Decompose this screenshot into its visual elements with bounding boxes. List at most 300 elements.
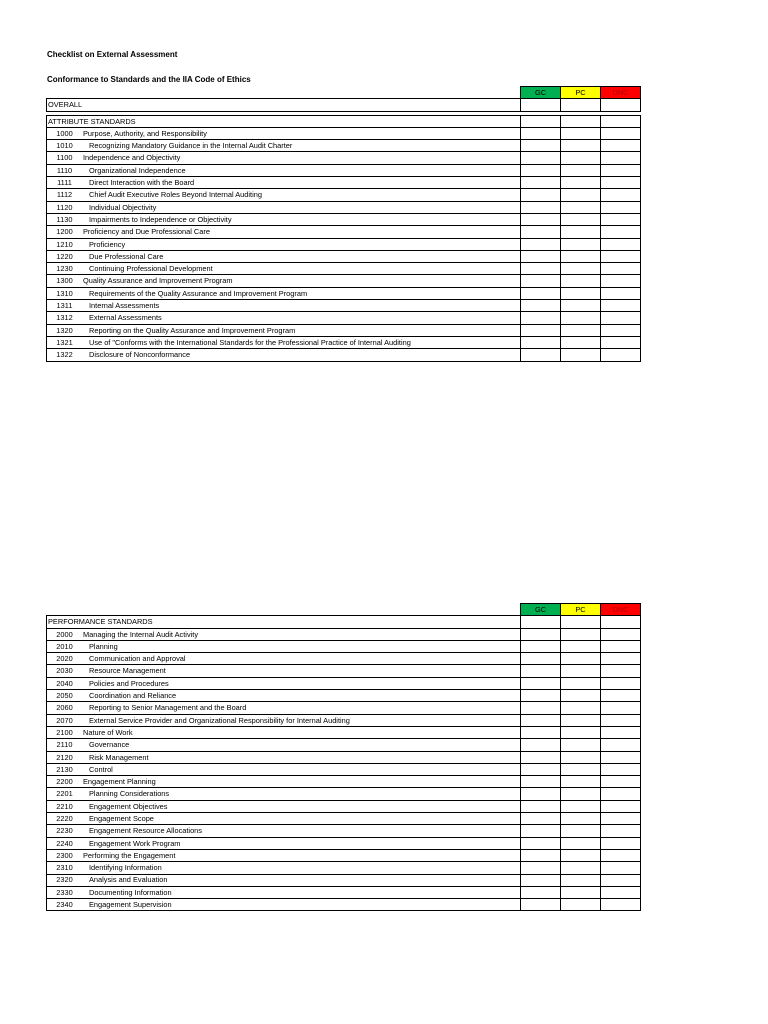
pc-cell[interactable] xyxy=(561,238,601,250)
standard-label xyxy=(82,899,521,911)
pc-cell[interactable] xyxy=(561,250,601,262)
standard-row xyxy=(47,177,641,189)
standard-row xyxy=(47,837,641,849)
pc-cell[interactable] xyxy=(561,776,601,788)
gc-cell[interactable] xyxy=(521,152,561,164)
dnc-cell[interactable] xyxy=(601,312,641,324)
standard-code: 1200 xyxy=(47,226,83,238)
standard-label xyxy=(82,189,521,201)
standard-label xyxy=(82,690,521,702)
standard-row xyxy=(47,336,641,348)
standard-code: 2120 xyxy=(47,751,83,763)
standard-code: 2110 xyxy=(47,739,83,751)
standard-code: 1100 xyxy=(47,152,83,164)
standard-code: 2060 xyxy=(47,702,83,714)
dnc-cell[interactable] xyxy=(601,763,641,775)
standard-code: 2040 xyxy=(47,677,83,689)
standard-label xyxy=(82,653,521,665)
standard-code: 1130 xyxy=(47,213,83,225)
standard-label xyxy=(82,287,521,299)
standard-row xyxy=(47,250,641,262)
standard-label xyxy=(82,628,521,640)
dnc-cell[interactable] xyxy=(601,653,641,665)
gc-cell[interactable] xyxy=(521,640,561,652)
standard-label-text: Internal Assessments xyxy=(89,300,160,310)
section-heading-row xyxy=(47,115,641,127)
dnc-cell[interactable] xyxy=(601,837,641,849)
gc-cell[interactable] xyxy=(521,164,561,176)
standard-label xyxy=(82,751,521,763)
standard-code: 2300 xyxy=(47,849,83,861)
standard-label xyxy=(82,886,521,898)
dnc-cell[interactable] xyxy=(601,201,641,213)
standard-code: 2030 xyxy=(47,665,83,677)
standard-row xyxy=(47,726,641,738)
pc-cell[interactable] xyxy=(561,616,601,628)
pc-cell[interactable] xyxy=(561,115,601,127)
standard-label xyxy=(82,702,521,714)
dnc-cell[interactable] xyxy=(601,690,641,702)
dnc-cell[interactable] xyxy=(601,287,641,299)
standard-row xyxy=(47,665,641,677)
standard-label-text: Engagement Resource Allocations xyxy=(89,826,202,836)
standard-code: 1000 xyxy=(47,127,83,139)
standard-label-text: Documenting Information xyxy=(89,887,172,897)
standard-row xyxy=(47,800,641,812)
standard-code: 2200 xyxy=(47,776,83,788)
gc-cell[interactable] xyxy=(521,788,561,800)
standard-label xyxy=(82,250,521,262)
standard-code: 1320 xyxy=(47,324,83,336)
dnc-cell[interactable] xyxy=(601,336,641,348)
standard-label xyxy=(82,300,521,312)
standard-code: 1322 xyxy=(47,349,83,361)
standard-label-text: Risk Management xyxy=(89,752,149,762)
dnc-cell[interactable] xyxy=(601,849,641,861)
standard-code: 2010 xyxy=(47,640,83,652)
pc-cell[interactable] xyxy=(561,213,601,225)
standard-row xyxy=(47,788,641,800)
gc-cell[interactable] xyxy=(521,140,561,152)
pc-cell[interactable] xyxy=(561,726,601,738)
standard-label-text: Recognizing Mandatory Guidance in the Internal Audit Charter xyxy=(89,141,293,151)
standard-label xyxy=(82,837,521,849)
dnc-cell[interactable] xyxy=(601,899,641,911)
standard-label xyxy=(82,788,521,800)
standard-code: 2020 xyxy=(47,653,83,665)
dnc-cell[interactable] xyxy=(601,300,641,312)
standard-label-text: Engagement Supervision xyxy=(89,900,172,910)
gc-cell[interactable] xyxy=(521,702,561,714)
standard-label xyxy=(82,862,521,874)
dnc-cell[interactable] xyxy=(601,640,641,652)
pc-cell[interactable] xyxy=(561,874,601,886)
dnc-cell[interactable] xyxy=(601,349,641,361)
standard-code: 1120 xyxy=(47,201,83,213)
pc-cell[interactable] xyxy=(561,800,601,812)
standard-row xyxy=(47,862,641,874)
dnc-cell[interactable] xyxy=(601,177,641,189)
standard-label xyxy=(82,336,521,348)
standard-row xyxy=(47,164,641,176)
standard-label-text: Engagement Objectives xyxy=(89,801,168,811)
standard-row xyxy=(47,287,641,299)
standard-label-text: Independence and Objectivity xyxy=(83,153,181,163)
gc-cell[interactable] xyxy=(521,616,561,628)
standard-label-text: Purpose, Authority, and Responsibility xyxy=(83,128,207,138)
gc-cell[interactable] xyxy=(521,837,561,849)
standard-row xyxy=(47,640,641,652)
standard-row xyxy=(47,275,641,287)
standard-label xyxy=(82,813,521,825)
gc-cell[interactable] xyxy=(521,665,561,677)
gc-cell[interactable] xyxy=(521,263,561,275)
standard-code: 1230 xyxy=(47,263,83,275)
standard-label xyxy=(82,726,521,738)
rating-header-row xyxy=(47,604,641,616)
gc-cell[interactable] xyxy=(521,324,561,336)
dnc-cell[interactable] xyxy=(601,115,641,127)
standard-row xyxy=(47,127,641,139)
standard-label xyxy=(82,776,521,788)
section-heading-row xyxy=(47,616,641,628)
standard-label-text: Impairments to Independence or Objectivity xyxy=(89,214,232,224)
gc-cell[interactable] xyxy=(521,690,561,702)
standard-row xyxy=(47,201,641,213)
standard-label-text: Individual Objectivity xyxy=(89,202,157,212)
standard-row xyxy=(47,702,641,714)
gc-cell[interactable] xyxy=(521,899,561,911)
gc-cell[interactable] xyxy=(521,714,561,726)
pc-cell[interactable] xyxy=(561,677,601,689)
pc-cell[interactable] xyxy=(561,152,601,164)
standard-label xyxy=(82,152,521,164)
standard-label-text: Requirements of the Quality Assurance and Improvement Program xyxy=(89,288,308,298)
dnc-cell[interactable] xyxy=(601,140,641,152)
standard-label xyxy=(82,263,521,275)
standard-label xyxy=(82,312,521,324)
pc-cell[interactable] xyxy=(561,899,601,911)
performance-heading: PERFORMANCE STANDARDS xyxy=(47,616,521,628)
gc-cell[interactable] xyxy=(521,312,561,324)
dnc-cell[interactable] xyxy=(601,702,641,714)
standard-row xyxy=(47,825,641,837)
dnc-cell[interactable] xyxy=(601,152,641,164)
pc-cell[interactable] xyxy=(561,825,601,837)
gc-cell[interactable] xyxy=(521,127,561,139)
standard-label-text: Use of "Conforms with the International Standards for the Professional Practice of Internal Auditing xyxy=(89,337,411,347)
dnc-cell[interactable] xyxy=(601,263,641,275)
gc-cell[interactable] xyxy=(521,726,561,738)
rating-header-row xyxy=(47,87,641,99)
gc-cell[interactable] xyxy=(521,628,561,640)
standard-label xyxy=(82,800,521,812)
gc-cell[interactable] xyxy=(521,177,561,189)
gc-cell[interactable] xyxy=(521,751,561,763)
standard-row xyxy=(47,874,641,886)
pc-cell[interactable] xyxy=(561,665,601,677)
dnc-cell[interactable] xyxy=(601,127,641,139)
standard-label-text: Proficiency and Due Professional Care xyxy=(83,227,210,237)
pc-cell[interactable] xyxy=(561,177,601,189)
standard-label xyxy=(82,164,521,176)
gc-cell[interactable] xyxy=(521,813,561,825)
gc-cell[interactable] xyxy=(521,677,561,689)
standard-label-text: Reporting on the Quality Assurance and Improvement Program xyxy=(89,325,296,335)
standard-row xyxy=(47,300,641,312)
standard-row xyxy=(47,899,641,911)
standard-row xyxy=(47,763,641,775)
pc-cell[interactable] xyxy=(561,739,601,751)
pc-cell[interactable] xyxy=(561,287,601,299)
standard-row xyxy=(47,714,641,726)
pc-cell[interactable] xyxy=(561,189,601,201)
standard-label-text: Engagement Scope xyxy=(89,813,154,823)
standard-label-text: Managing the Internal Audit Activity xyxy=(83,629,199,639)
standard-label xyxy=(82,275,521,287)
dnc-cell[interactable] xyxy=(601,739,641,751)
dnc-cell[interactable] xyxy=(601,825,641,837)
standard-row xyxy=(47,677,641,689)
gc-cell[interactable] xyxy=(521,287,561,299)
pc-cell[interactable] xyxy=(561,763,601,775)
standard-label xyxy=(82,177,521,189)
standard-code: 2210 xyxy=(47,800,83,812)
gc-cell[interactable] xyxy=(521,862,561,874)
dnc-cell[interactable] xyxy=(601,886,641,898)
gc-cell[interactable] xyxy=(521,886,561,898)
standard-row xyxy=(47,628,641,640)
gc-cell[interactable] xyxy=(521,763,561,775)
standard-label xyxy=(82,714,521,726)
standard-code: 1210 xyxy=(47,238,83,250)
pc-cell[interactable] xyxy=(561,886,601,898)
standard-row xyxy=(47,653,641,665)
gc-cell[interactable] xyxy=(521,849,561,861)
dnc-cell[interactable] xyxy=(601,250,641,262)
pc-cell[interactable] xyxy=(561,690,601,702)
dnc-cell[interactable] xyxy=(601,616,641,628)
standard-label xyxy=(82,640,521,652)
gc-cell[interactable] xyxy=(521,213,561,225)
standard-label xyxy=(82,665,521,677)
standard-code: 1321 xyxy=(47,336,83,348)
overall-label: OVERALL xyxy=(47,99,521,111)
dnc-cell[interactable] xyxy=(601,226,641,238)
standard-label-text: Planning xyxy=(89,641,118,651)
standard-row xyxy=(47,886,641,898)
dnc-cell[interactable] xyxy=(601,788,641,800)
dnc-column-header: DNC xyxy=(601,87,641,99)
overall-row xyxy=(47,99,641,111)
standard-code: 1310 xyxy=(47,287,83,299)
pc-cell[interactable] xyxy=(561,201,601,213)
standard-row xyxy=(47,140,641,152)
dnc-cell[interactable] xyxy=(601,99,641,111)
pc-cell[interactable] xyxy=(561,849,601,861)
standard-code: 2320 xyxy=(47,874,83,886)
standard-row xyxy=(47,849,641,861)
dnc-cell[interactable] xyxy=(601,751,641,763)
standard-code: 2130 xyxy=(47,763,83,775)
pc-cell[interactable] xyxy=(561,336,601,348)
standard-label-text: Due Professional Care xyxy=(89,251,164,261)
pc-cell[interactable] xyxy=(561,702,601,714)
dnc-cell[interactable] xyxy=(601,665,641,677)
gc-cell[interactable] xyxy=(521,776,561,788)
gc-cell[interactable] xyxy=(521,653,561,665)
dnc-cell[interactable] xyxy=(601,628,641,640)
standard-label xyxy=(82,140,521,152)
pc-cell[interactable] xyxy=(561,714,601,726)
standard-row xyxy=(47,813,641,825)
pc-cell[interactable] xyxy=(561,127,601,139)
gc-cell[interactable] xyxy=(521,238,561,250)
standard-code: 1300 xyxy=(47,275,83,287)
dnc-cell[interactable] xyxy=(601,189,641,201)
pc-cell[interactable] xyxy=(561,640,601,652)
standard-label-text: Policies and Procedures xyxy=(89,678,169,688)
dnc-cell[interactable] xyxy=(601,800,641,812)
standard-label-text: Reporting to Senior Management and the Board xyxy=(89,703,247,713)
standard-row xyxy=(47,263,641,275)
dnc-cell[interactable] xyxy=(601,726,641,738)
standard-row xyxy=(47,226,641,238)
standard-label xyxy=(82,677,521,689)
standard-code: 1112 xyxy=(47,189,83,201)
standard-row xyxy=(47,152,641,164)
standard-row xyxy=(47,189,641,201)
dnc-cell[interactable] xyxy=(601,275,641,287)
pc-cell[interactable] xyxy=(561,226,601,238)
standard-label-text: Nature of Work xyxy=(83,727,133,737)
pc-column-header: PC xyxy=(561,87,601,99)
gc-cell[interactable] xyxy=(521,336,561,348)
standard-label xyxy=(82,739,521,751)
gc-cell[interactable] xyxy=(521,825,561,837)
standard-row xyxy=(47,739,641,751)
standard-code: 2340 xyxy=(47,899,83,911)
dnc-cell[interactable] xyxy=(601,776,641,788)
gc-cell[interactable] xyxy=(521,300,561,312)
standard-label-text: Planning Considerations xyxy=(89,789,170,799)
standard-label xyxy=(82,324,521,336)
standard-code: 2070 xyxy=(47,714,83,726)
standard-label xyxy=(82,874,521,886)
dnc-column-header: DNC xyxy=(601,604,641,616)
dnc-cell[interactable] xyxy=(601,213,641,225)
dnc-cell[interactable] xyxy=(601,164,641,176)
standard-label-text: External Assessments xyxy=(89,313,162,323)
standard-label-text: Engagement Work Program xyxy=(89,838,181,848)
standard-code: 1111 xyxy=(47,177,83,189)
pc-cell[interactable] xyxy=(561,312,601,324)
standard-row xyxy=(47,324,641,336)
standard-label-text: Proficiency xyxy=(89,239,126,249)
standard-code: 2000 xyxy=(47,628,83,640)
standard-row xyxy=(47,312,641,324)
gc-cell[interactable] xyxy=(521,874,561,886)
pc-cell[interactable] xyxy=(561,788,601,800)
standard-label-text: External Service Provider and Organizational Responsibility for Internal Auditing xyxy=(89,715,350,725)
standard-code: 2220 xyxy=(47,813,83,825)
pc-cell[interactable] xyxy=(561,837,601,849)
pc-cell[interactable] xyxy=(561,628,601,640)
pc-cell[interactable] xyxy=(561,164,601,176)
standard-label xyxy=(82,763,521,775)
pc-cell[interactable] xyxy=(561,324,601,336)
standard-label-text: Coordination and Reliance xyxy=(89,691,177,701)
gc-cell[interactable] xyxy=(521,226,561,238)
gc-cell[interactable] xyxy=(521,739,561,751)
standard-code: 1312 xyxy=(47,312,83,324)
dnc-cell[interactable] xyxy=(601,862,641,874)
standard-code: 1220 xyxy=(47,250,83,262)
pc-cell[interactable] xyxy=(561,263,601,275)
gc-cell[interactable] xyxy=(521,800,561,812)
standard-row xyxy=(47,751,641,763)
standard-code: 2240 xyxy=(47,837,83,849)
pc-cell[interactable] xyxy=(561,751,601,763)
standard-label-text: Governance xyxy=(89,740,130,750)
pc-cell[interactable] xyxy=(561,653,601,665)
gc-cell[interactable] xyxy=(521,201,561,213)
standard-label-text: Resource Management xyxy=(89,666,166,676)
standard-code: 2230 xyxy=(47,825,83,837)
attribute-heading: ATTRIBUTE STANDARDS xyxy=(47,115,521,127)
standard-label-text: Analysis and Evaluation xyxy=(89,875,168,885)
gc-cell[interactable] xyxy=(521,275,561,287)
dnc-cell[interactable] xyxy=(601,238,641,250)
gc-cell[interactable] xyxy=(521,99,561,111)
standard-code: 2310 xyxy=(47,862,83,874)
standard-label xyxy=(82,238,521,250)
gc-cell[interactable] xyxy=(521,349,561,361)
pc-cell[interactable] xyxy=(561,300,601,312)
standard-label xyxy=(82,127,521,139)
standard-label xyxy=(82,849,521,861)
gc-column-header: GC xyxy=(521,604,561,616)
pc-cell[interactable] xyxy=(561,99,601,111)
gc-cell[interactable] xyxy=(521,189,561,201)
dnc-cell[interactable] xyxy=(601,324,641,336)
pc-cell[interactable] xyxy=(561,140,601,152)
dnc-cell[interactable] xyxy=(601,714,641,726)
document-subtitle: Conformance to Standards and the IIA Code of Ethics xyxy=(47,75,251,84)
standard-label-text: Chief Audit Executive Roles Beyond Internal Auditing xyxy=(89,190,262,200)
standard-code: 2330 xyxy=(47,886,83,898)
gc-cell[interactable] xyxy=(521,250,561,262)
pc-column-header: PC xyxy=(561,604,601,616)
standard-label-text: Continuing Professional Development xyxy=(89,264,213,274)
gc-cell[interactable] xyxy=(521,115,561,127)
standard-row xyxy=(47,776,641,788)
standard-label-text: Quality Assurance and Improvement Program xyxy=(83,276,233,286)
standard-label-text: Direct Interaction with the Board xyxy=(89,178,195,188)
pc-cell[interactable] xyxy=(561,275,601,287)
attribute-standards-table xyxy=(46,86,641,362)
standard-label-text: Organizational Independence xyxy=(89,165,186,175)
performance-standards-table xyxy=(46,603,641,911)
dnc-cell[interactable] xyxy=(601,677,641,689)
pc-cell[interactable] xyxy=(561,813,601,825)
dnc-cell[interactable] xyxy=(601,813,641,825)
pc-cell[interactable] xyxy=(561,349,601,361)
dnc-cell[interactable] xyxy=(601,874,641,886)
pc-cell[interactable] xyxy=(561,862,601,874)
standard-code: 1311 xyxy=(47,300,83,312)
standard-code: 2100 xyxy=(47,726,83,738)
